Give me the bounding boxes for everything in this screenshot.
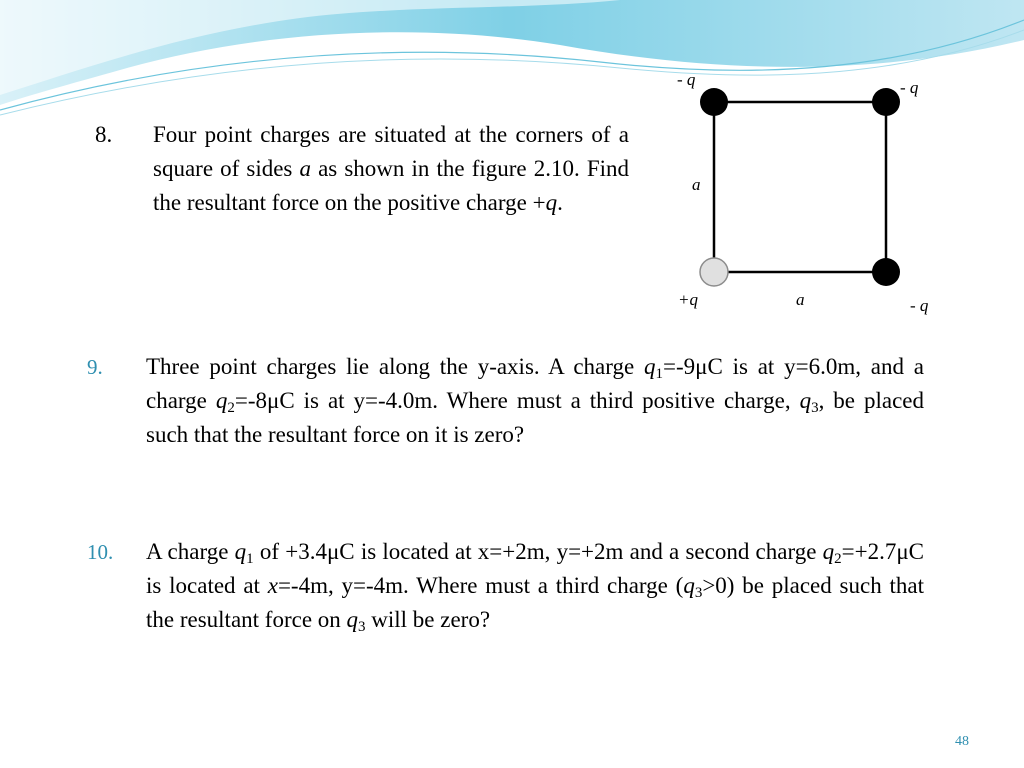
problem-number: 10.: [87, 540, 114, 564]
square-charges-diagram: [660, 65, 960, 325]
charge-top-left: [700, 88, 728, 116]
problem-text: Four point charges are situated at the corners of a square of sides a as shown in the figure 2.10. Find the resultant force on the positive charge +q.: [153, 122, 630, 215]
problem-number: 9.: [87, 355, 103, 379]
label-top-right: - q: [900, 78, 919, 97]
charge-top-right: [872, 88, 900, 116]
label-top-left: - q: [677, 70, 696, 89]
label-bottom: a: [796, 290, 805, 309]
label-bottom-left: +q: [678, 290, 698, 309]
label-bottom-right: - q: [910, 296, 929, 315]
problem-text: A charge $q_1$ of +3.4μC is located at x=+2m, y=+2m and a second charge $q_2=+2.7\mu C$ is located at x=-4m, y=-4m. Where must a third charge $(q_3>0)$ be placed such that the resultant force on $q_3$ will be zero?: [146, 539, 924, 635]
charge-bottom-left: [700, 258, 728, 286]
page-number: 48: [955, 734, 969, 749]
problem-number: 8.: [95, 122, 113, 147]
label-side: a: [692, 175, 701, 194]
problem-text: Three point charges lie along the y-axis. A charge $q_1=-9\mu C$ is at y=6.0m, and a charge $q_2=-8\mu C$ is at y=-4.0m. Where must a third positive charge, $q_3$, be placed such that the resultant force on it is zero?: [146, 354, 925, 447]
charge-bottom-right: [872, 258, 900, 286]
square-outline: [714, 102, 886, 272]
